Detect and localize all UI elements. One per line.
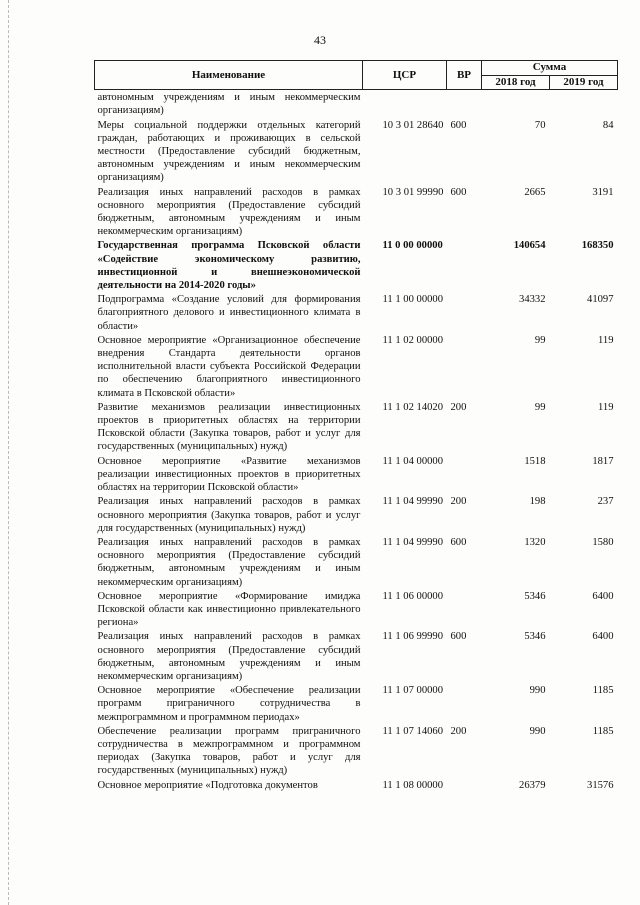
table-row <box>95 90 618 118</box>
row-sum-2018: 34332 <box>519 294 546 306</box>
table-row <box>95 400 618 454</box>
row-name: автономным учреждениям и иным некоммерческим организациям) <box>97 92 361 117</box>
row-vr-code <box>447 454 482 495</box>
row-vr-code: 200 <box>450 725 467 737</box>
table-body <box>95 90 618 792</box>
row-sum-2018: 990 <box>529 685 546 697</box>
row-sum-2018: 198 <box>529 496 546 508</box>
row-name: Реализация иных направлений расходов в рамках основного мероприятия (Закупка товаров, работ и услуг для государственных (муниципальных) нужд) <box>97 496 361 534</box>
row-csr-code: 11 1 02 14020 <box>382 401 444 413</box>
row-name: Подпрограмма «Создание условий для формирования благоприятного делового и инвестиционного климата в области» <box>97 294 361 332</box>
row-vr-code: 200 <box>450 401 467 413</box>
table-row <box>95 683 618 724</box>
header-name: Наименование <box>95 61 363 90</box>
row-sum-2019: 237 <box>597 496 614 508</box>
header-sum: Сумма <box>482 61 618 76</box>
row-vr-code <box>447 292 482 333</box>
row-sum-2019: 6400 <box>592 590 614 602</box>
row-vr-code: 600 <box>450 119 467 131</box>
row-vr-code <box>447 238 482 292</box>
table-row <box>95 629 618 683</box>
row-csr-code: 11 1 07 14060 <box>382 725 444 737</box>
row-name: Основное мероприятие «Организационное обеспечение внедрения Стандарта деятельности органов исполнительной власти субъекта Российской Федерации по обеспечению благоприятного инвестиционного климата в Псковской области» <box>97 334 361 399</box>
row-name: Основное мероприятие «Подготовка документов <box>97 779 318 791</box>
row-sum-2019: 84 <box>602 119 614 131</box>
row-sum-2019: 119 <box>598 334 614 346</box>
row-csr-code: 10 3 01 28640 <box>382 119 444 131</box>
table-row <box>95 238 618 292</box>
row-sum-2019: 1817 <box>592 455 614 467</box>
page-number: 43 <box>314 33 326 47</box>
row-csr-code: 10 3 01 99990 <box>382 186 444 198</box>
row-sum-2018: 26379 <box>519 779 546 791</box>
row-vr-code <box>447 589 482 630</box>
row-sum-2019: 3191 <box>592 186 614 198</box>
header-csr: ЦСР <box>363 61 447 90</box>
row-sum-2018: 70 <box>534 119 546 131</box>
table-row <box>95 185 618 239</box>
row-name: Меры социальной поддержки отдельных категорий граждан, работающих и проживающих в сельской местности (Предоставление субсидий бюджетным, автономным учреждениям и иным некоммерческим организациям) <box>97 119 361 184</box>
row-sum-2019: 1185 <box>592 725 614 737</box>
table-row <box>95 778 618 792</box>
row-vr-code: 600 <box>450 631 467 643</box>
table-row <box>95 454 618 495</box>
table-row <box>95 292 618 333</box>
row-name: Обеспечение реализации программ приграничного сотрудничества в межпрограммном и программном периодах (Закупка товаров, работ и услуг для государственных (муниципальных) нужд) <box>97 725 361 777</box>
row-sum-2019: 31576 <box>587 779 614 791</box>
table-row <box>95 535 618 589</box>
row-sum-2018: 5346 <box>524 631 546 643</box>
row-name: Основное мероприятие «Развитие механизмов реализации инвестиционных проектов в приоритетных областях на территории Псковской области» <box>97 455 361 494</box>
row-sum-2018: 140654 <box>513 240 546 252</box>
row-vr-code: 600 <box>450 186 467 198</box>
row-name: Реализация иных направлений расходов в рамках основного мероприятия (Предоставление субсидий бюджетным, автономным учреждениям и иным некоммерческим организациям) <box>97 536 361 588</box>
table-row <box>95 333 618 400</box>
row-sum-2018: 99 <box>534 401 546 413</box>
row-sum-2018: 5346 <box>524 590 546 602</box>
row-name: Реализация иных направлений расходов в рамках основного мероприятия (Предоставление субсидий бюджетным, автономным учреждениям и иным некоммерческим организациям) <box>97 631 361 682</box>
row-csr-code: 11 1 00 00000 <box>382 294 444 306</box>
row-sum-2019: 1580 <box>592 536 614 548</box>
row-csr-code: 11 1 06 99990 <box>382 631 444 643</box>
row-vr-code <box>447 90 482 118</box>
table-row <box>95 589 618 630</box>
header-year-2019: 2019 год <box>550 76 618 90</box>
row-name: Развитие механизмов реализации инвестиционных проектов в приоритетных областях на территории Псковской области (Закупка товаров, работ и услуг для государственных (муниципальных) нужд) <box>97 401 361 453</box>
table-header <box>95 61 618 90</box>
row-vr-code <box>447 683 482 724</box>
row-name: Реализация иных направлений расходов в рамках основного мероприятия (Предоставление субсидий бюджетным, автономным учреждениям и иным некоммерческим организациям) <box>97 186 361 238</box>
row-name: Основное мероприятие «Обеспечение реализации программ приграничного сотрудничества в межпрограммном и программном периодах» <box>97 685 361 723</box>
row-csr-code: 11 1 07 00000 <box>382 685 444 697</box>
row-sum-2018: 2665 <box>524 186 546 198</box>
row-vr-code <box>447 778 482 792</box>
row-csr-code: 11 0 00 00000 <box>382 240 443 252</box>
header-year-2018: 2018 год <box>482 76 550 90</box>
row-csr-code: 11 1 02 00000 <box>382 334 444 346</box>
row-sum-2019: 119 <box>598 401 614 413</box>
row-name: Основное мероприятие «Формирование имиджа Псковской области как инвестиционно привлекательного региона» <box>97 590 361 629</box>
row-sum-2018 <box>482 90 550 118</box>
row-sum-2019: 6400 <box>592 631 614 643</box>
table-row <box>95 494 618 535</box>
row-sum-2018: 1518 <box>524 455 546 467</box>
row-csr-code: 11 1 08 00000 <box>382 779 444 791</box>
row-csr-code: 11 1 04 99990 <box>382 496 444 508</box>
row-sum-2019: 1185 <box>592 685 614 697</box>
row-csr-code: 11 1 04 99990 <box>382 536 444 548</box>
row-csr-code <box>363 90 447 118</box>
row-sum-2018: 1320 <box>524 536 546 548</box>
row-vr-code <box>447 333 482 400</box>
row-sum-2019 <box>550 90 618 118</box>
row-sum-2018: 990 <box>529 725 546 737</box>
row-csr-code: 11 1 04 00000 <box>382 455 444 467</box>
row-sum-2019: 168350 <box>581 240 614 252</box>
budget-table <box>94 60 618 792</box>
row-vr-code: 200 <box>450 496 467 508</box>
row-sum-2018: 99 <box>534 334 546 346</box>
table-row <box>95 118 618 185</box>
row-sum-2019: 41097 <box>587 294 614 306</box>
row-vr-code: 600 <box>450 536 467 548</box>
row-csr-code: 11 1 06 00000 <box>382 590 444 602</box>
row-name: Государственная программа Псковской области «Содействие экономическому развитию, инвестиционной и внешнеэкономической деятельности на 2014-2020 годы» <box>97 240 361 292</box>
scan-edge-line <box>8 0 10 905</box>
table-row <box>95 724 618 778</box>
header-vr: ВР <box>447 61 482 90</box>
